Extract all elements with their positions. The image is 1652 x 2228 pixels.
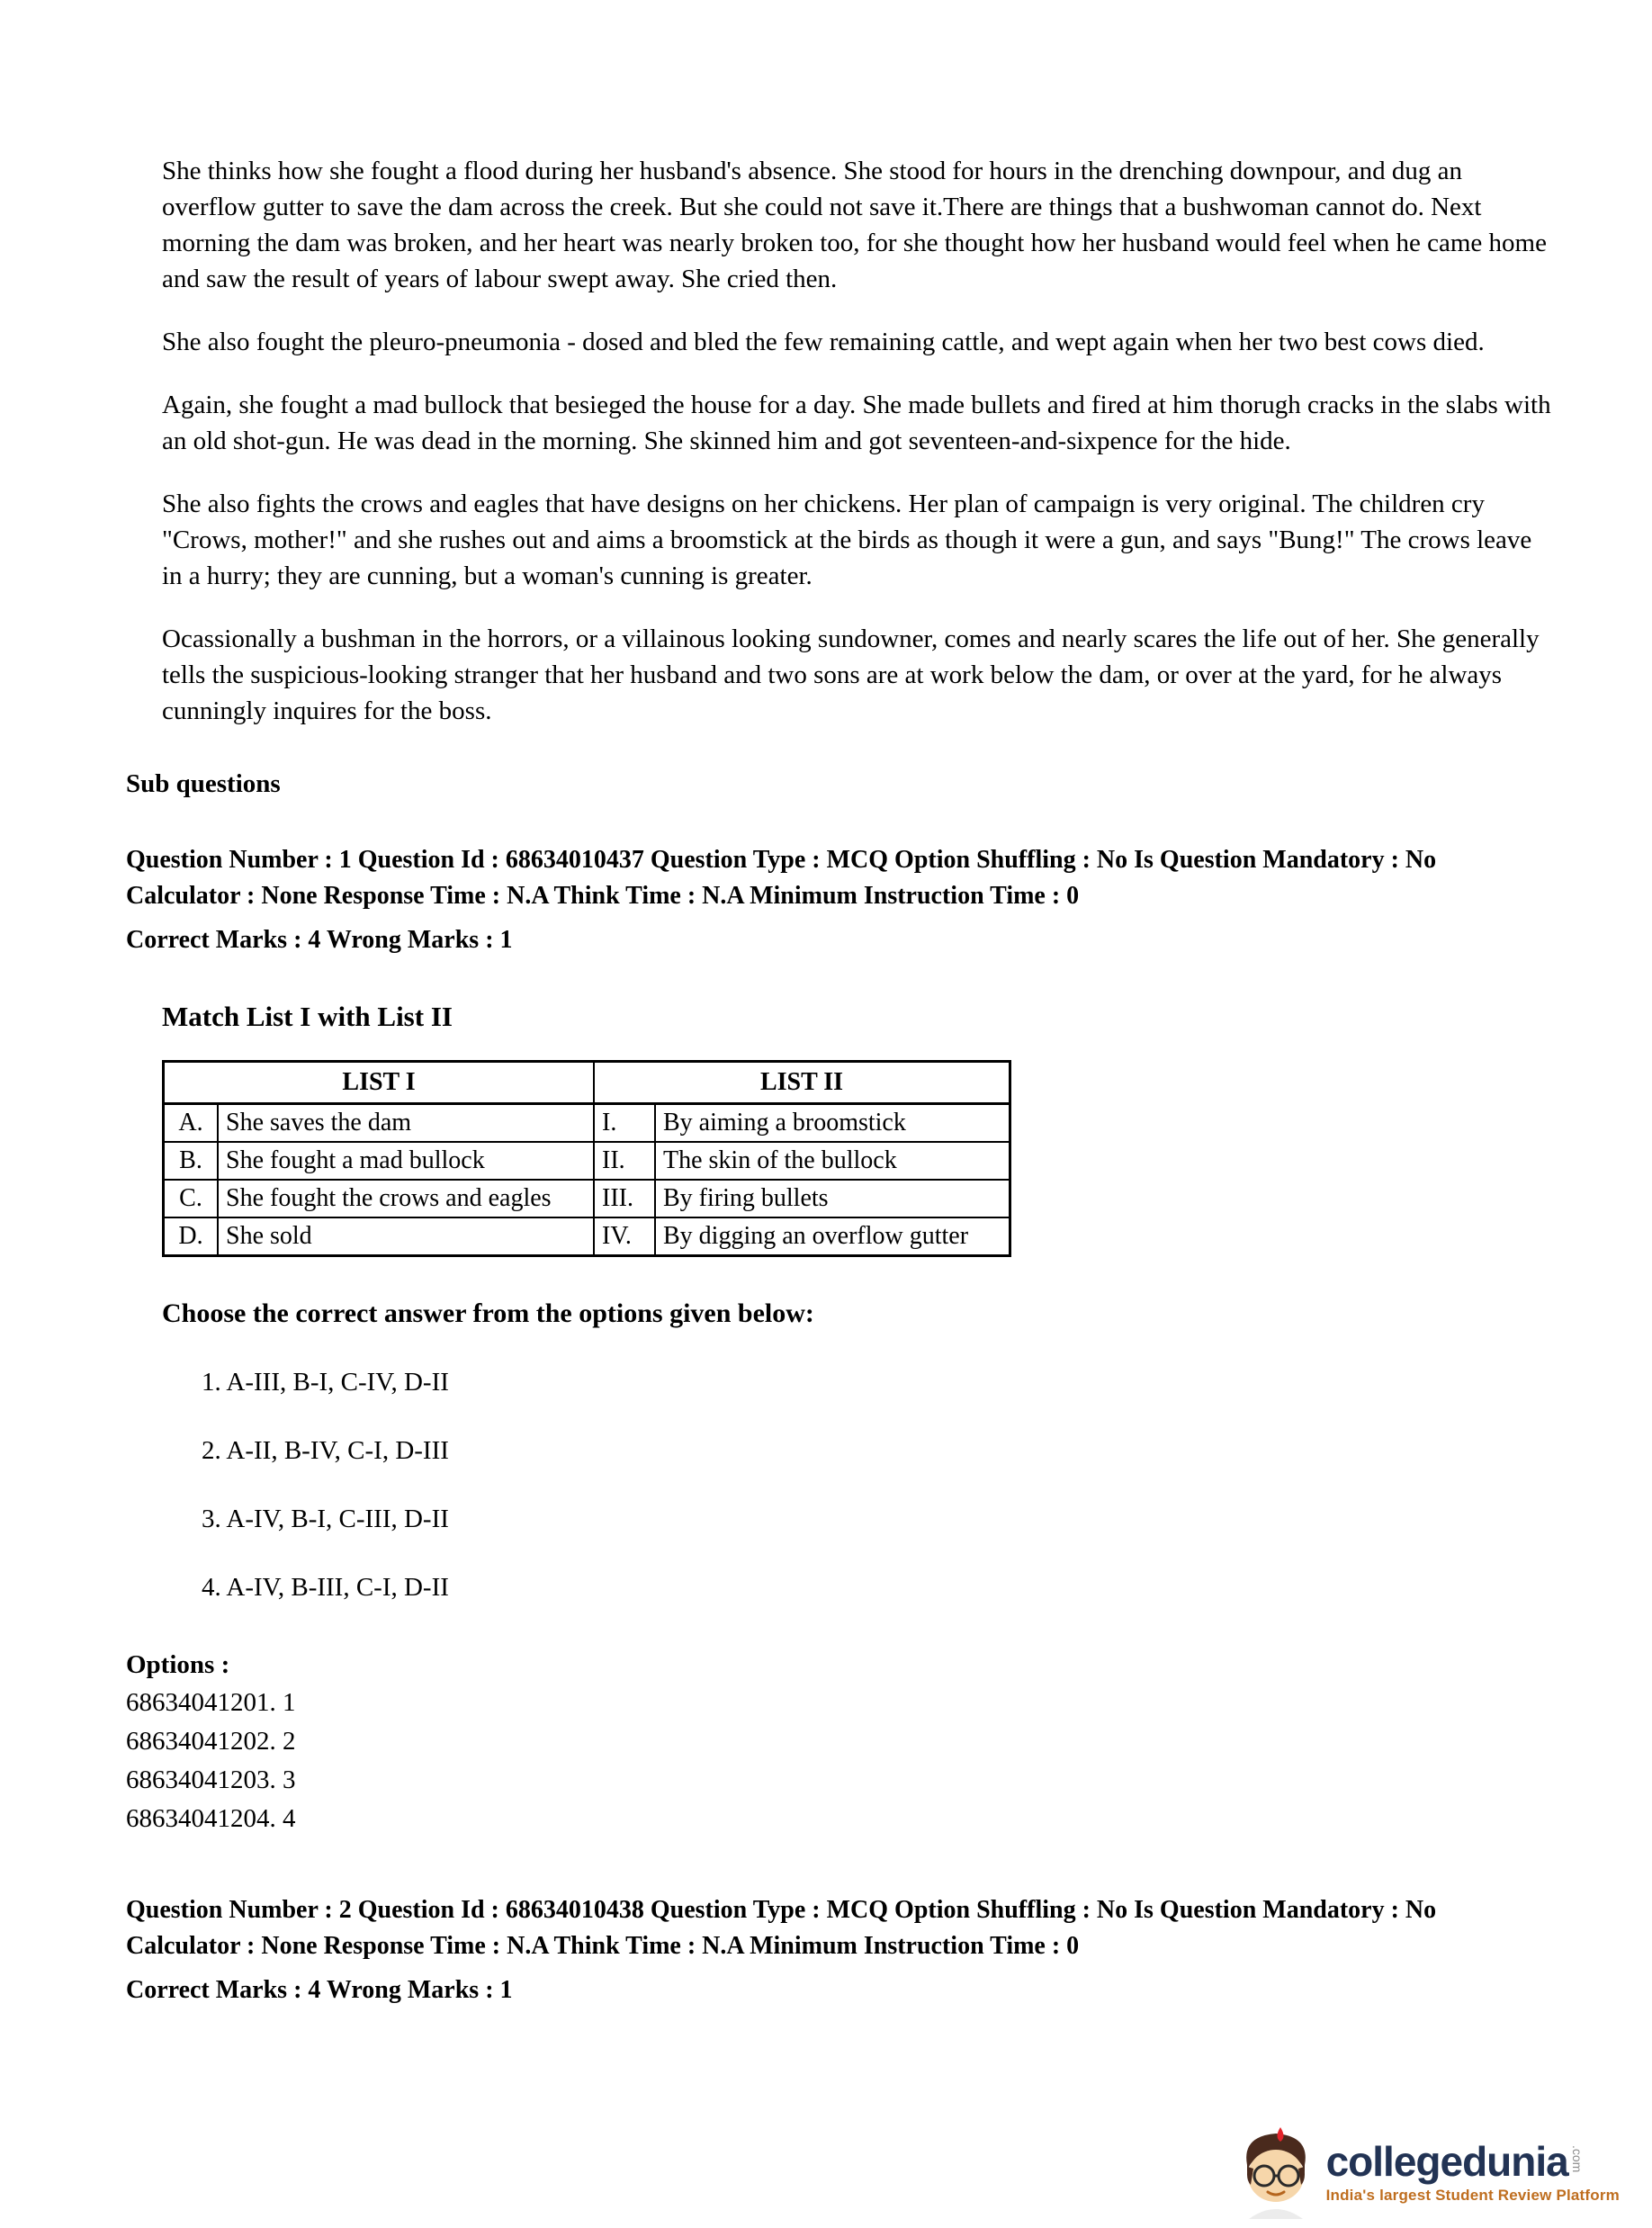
answer-option-4: 4. A-IV, B-III, C-I, D-II xyxy=(202,1573,449,1602)
brand-suffix: .com xyxy=(1569,2145,1585,2173)
table-row xyxy=(164,1180,1010,1217)
question-2-meta: Question Number : 2 Question Id : 68634010438 Question Type : MCQ Option Shuffling : No Is Question Mandatory : No Calculator : None Response Time : N.A Think Time : N.A Minimum Instruction Time : 0 xyxy=(126,1896,1437,1960)
question-2-block xyxy=(126,1892,1553,2009)
question-1-meta: Question Number : 1 Question Id : 68634010437 Question Type : MCQ Option Shuffling : No Is Question Mandatory : No Calculator : None Response Time : N.A Think Time : N.A Minimum Instruction Time : 0 xyxy=(126,846,1437,910)
passage-paragraph: She also fought the pleuro-pneumonia - dosed and bled the few remaining cattle, and wept again when her two best cows died. xyxy=(162,328,1485,356)
answer-option-3: 3. A-IV, B-I, C-III, D-II xyxy=(202,1505,449,1533)
row-roman: IV. xyxy=(594,1217,655,1256)
passage-paragraph: She thinks how she fought a flood during her husband's absence. She stood for hours in the drenching downpour, and dug an overflow gutter to save the dam across the creek. But she could not save it.There are things that a bushwoman cannot do. Next morning the dam was broken, and her heart was nearly broken too, for she thought how her husband would feel when he came home and saw the result of years of labour swept away. She cried then. xyxy=(162,157,1547,293)
option-id-4: 68634041204. 4 xyxy=(126,1804,296,1833)
option-id-2: 68634041202. 2 xyxy=(126,1727,296,1756)
row-list2-text: By firing bullets xyxy=(655,1180,1010,1217)
row-list2-text: The skin of the bullock xyxy=(655,1142,1010,1180)
reading-passage xyxy=(162,153,1553,729)
row-roman: II. xyxy=(594,1142,655,1180)
row-letter: B. xyxy=(164,1142,219,1180)
row-letter: A. xyxy=(164,1104,219,1143)
list2-header: LIST II xyxy=(594,1062,1010,1104)
question-1-block xyxy=(126,842,1553,1838)
option-id-1: 68634041201. 1 xyxy=(126,1688,296,1717)
table-row xyxy=(164,1217,1010,1256)
brand-row xyxy=(1326,2140,1620,2183)
collegedunia-logo xyxy=(1236,2125,1620,2219)
passage-paragraph: She also fights the crows and eagles that have designs on her chickens. Her plan of campaign is very original. The children cry "Crows, mother!" and she rushes out and aims a broomstick at the birds as though it were a gun, and says "Bung!" The crows leave in a hurry; they are cunning, but a woman's cunning is greater. xyxy=(162,490,1532,590)
brand-tagline: India's largest Student Review Platform xyxy=(1325,2187,1620,2204)
collegedunia-mascot-icon xyxy=(1236,2125,1315,2219)
match-list-table xyxy=(162,1060,1011,1257)
row-list1-text: She fought a mad bullock xyxy=(218,1142,594,1180)
passage-paragraph: Ocassionally a bushman in the horrors, or a villainous looking sundowner, comes and nearly scares the life out of her. She generally tells the suspicious-looking stranger that her husband and two sons are at work below the dam, or over at the yard, for he always cunningly inquires for the boss. xyxy=(162,624,1540,725)
row-list2-text: By aiming a broomstick xyxy=(655,1104,1010,1143)
row-roman: III. xyxy=(594,1180,655,1217)
row-list2-text: By digging an overflow gutter xyxy=(655,1217,1010,1256)
options-label: Options : xyxy=(126,1650,230,1679)
option-id-3: 68634041203. 3 xyxy=(126,1765,296,1794)
answer-option-2: 2. A-II, B-IV, C-I, D-III xyxy=(202,1436,449,1465)
question-2-marks: Correct Marks : 4 Wrong Marks : 1 xyxy=(126,1976,513,2004)
row-letter: D. xyxy=(164,1217,219,1256)
table-row xyxy=(164,1104,1010,1143)
sub-questions-heading: Sub questions xyxy=(126,769,281,798)
brand-text-block xyxy=(1326,2140,1620,2205)
table-row xyxy=(164,1142,1010,1180)
match-list-heading: Match List I with List II xyxy=(162,1001,453,1032)
row-list1-text: She fought the crows and eagles xyxy=(218,1180,594,1217)
brand-name: collegedunia xyxy=(1325,2138,1568,2185)
answer-option-1: 1. A-III, B-I, C-IV, D-II xyxy=(202,1368,449,1397)
list1-header: LIST I xyxy=(164,1062,595,1104)
row-letter: C. xyxy=(164,1180,219,1217)
choose-answer-prompt: Choose the correct answer from the options given below: xyxy=(162,1298,814,1328)
row-list1-text: She sold xyxy=(218,1217,594,1256)
passage-paragraph: Again, she fought a mad bullock that besieged the house for a day. She made bullets and fired at him thorugh cracks in the slabs with an old shot-gun. He was dead in the morning. She skinned him and got seventeen-and-sixpence for the hide. xyxy=(162,391,1551,455)
row-roman: I. xyxy=(594,1104,655,1143)
table-header-row xyxy=(164,1062,1010,1104)
question-1-marks: Correct Marks : 4 Wrong Marks : 1 xyxy=(126,926,513,954)
row-list1-text: She saves the dam xyxy=(218,1104,594,1143)
